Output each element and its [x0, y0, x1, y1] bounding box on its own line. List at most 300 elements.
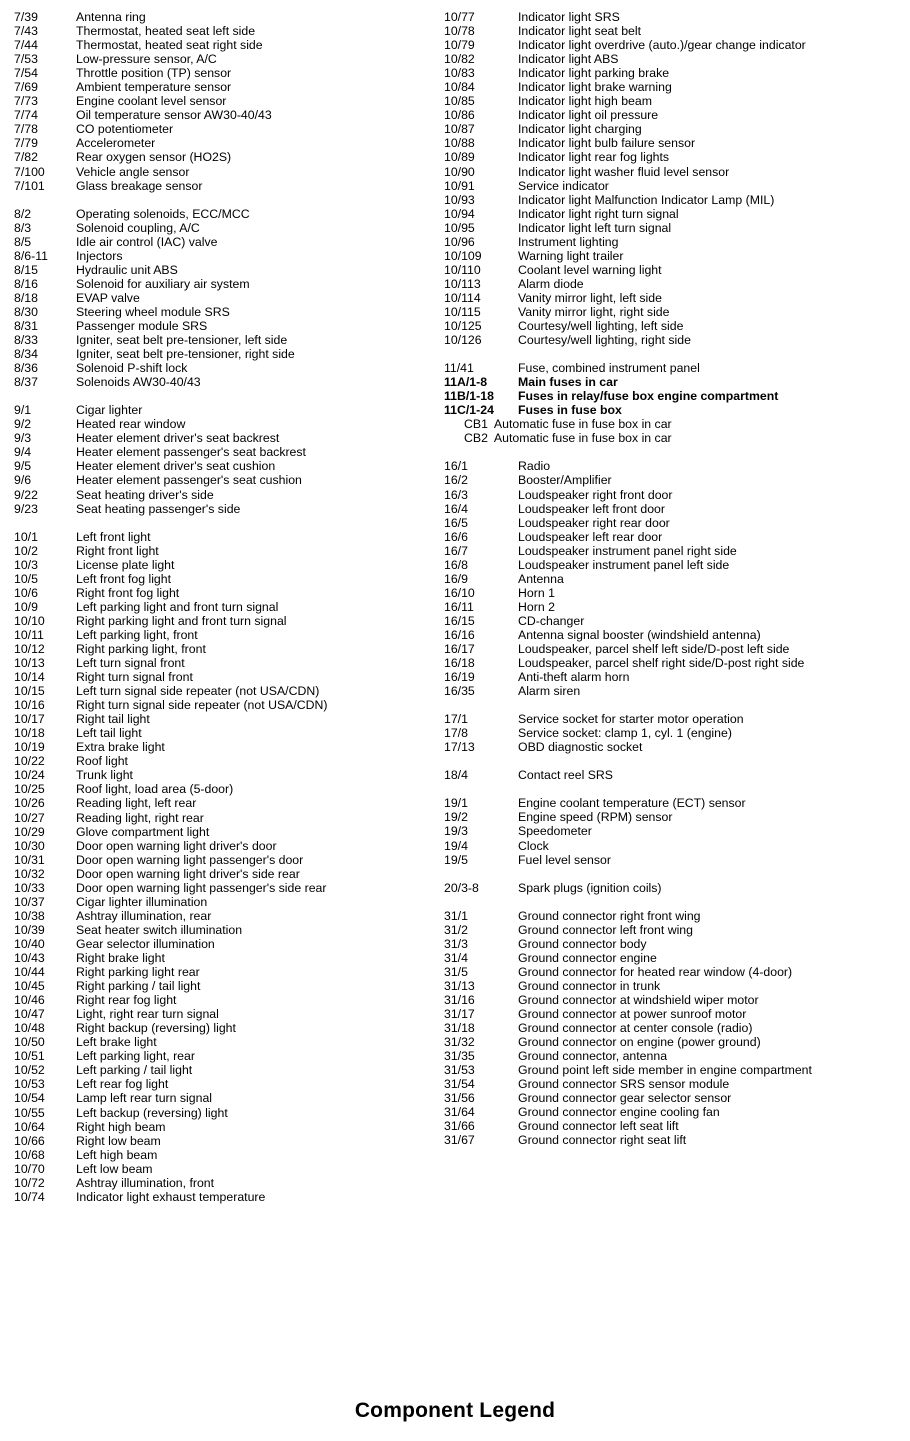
- legend-entry-code: 16/3: [444, 487, 468, 502]
- legend-entry-code: 10/1: [14, 529, 38, 544]
- legend-entry: [438, 544, 900, 558]
- legend-entry-code: 10/74: [14, 1189, 45, 1204]
- legend-entry-code: 10/125: [444, 319, 482, 334]
- legend-entry-description: Ground connector left front wing: [518, 922, 693, 937]
- legend-entry-code: 17/1: [444, 712, 468, 727]
- legend-entry-description: Roof light, load area (5-door): [76, 782, 234, 797]
- legend-entry: [8, 319, 438, 333]
- legend-entry: [8, 417, 438, 431]
- legend-entry: [438, 1007, 900, 1021]
- legend-entry-description: Fuses in relay/fuse box engine compartment: [518, 389, 779, 404]
- legend-entry: [8, 1134, 438, 1148]
- section-gap: [438, 867, 900, 881]
- legend-entry-description: Seat heating passenger's side: [76, 501, 241, 516]
- section-gap: [438, 347, 900, 361]
- legend-entry-code: 10/39: [14, 922, 45, 937]
- legend-entry-description: Automatic fuse in fuse box in car: [493, 431, 672, 446]
- legend-entry-code: 31/67: [444, 1133, 475, 1148]
- legend-entry-description: Trunk light: [76, 768, 133, 783]
- legend-entry-code: 10/91: [444, 178, 475, 193]
- legend-entry-code: 9/22: [14, 487, 38, 502]
- legend-entry: [438, 431, 900, 445]
- legend-entry: [8, 52, 438, 66]
- legend-entry: [438, 881, 900, 895]
- legend-entry-description: Antenna signal booster (windshield antenna): [518, 627, 761, 642]
- legend-entry: [8, 839, 438, 853]
- legend-entry: [8, 1162, 438, 1176]
- section-gap: [8, 193, 438, 207]
- legend-entry-description: Ground connector right front wing: [518, 908, 701, 923]
- legend-entry-code: 7/100: [14, 164, 45, 179]
- legend-entry-code: 10/50: [14, 1035, 45, 1050]
- legend-entry-code: 7/101: [14, 178, 45, 193]
- legend-entry-description: Right front light: [76, 543, 159, 558]
- legend-entry-code: 19/5: [444, 852, 468, 867]
- legend-entry-code: 10/5: [14, 571, 38, 586]
- legend-entry-description: Right turn signal side repeater (not USA/CDN): [76, 698, 328, 713]
- legend-entry-description: Indicator light washer fluid level sensor: [518, 164, 730, 179]
- legend-entry-description: Ground connector in trunk: [518, 978, 661, 993]
- legend-entry: [8, 993, 438, 1007]
- legend-entry-code: 11/41: [444, 361, 474, 376]
- legend-entry: [438, 1105, 900, 1119]
- legend-entry-code: 10/126: [444, 333, 482, 348]
- legend-entry-description: Igniter, seat belt pre-tensioner, right side: [76, 347, 295, 362]
- legend-entry-code: 10/22: [14, 754, 45, 769]
- legend-entry-description: Glass breakage sensor: [76, 178, 203, 193]
- legend-entry: [8, 530, 438, 544]
- legend-entry-description: Throttle position (TP) sensor: [76, 66, 232, 81]
- legend-entry-description: CD-changer: [518, 613, 585, 628]
- legend-entry: [438, 712, 900, 726]
- legend-entry-code: 31/4: [444, 950, 468, 965]
- legend-entry-description: Low-pressure sensor, A/C: [76, 52, 217, 67]
- legend-entry-code: 31/54: [444, 1077, 475, 1092]
- legend-entry: [8, 909, 438, 923]
- legend-entry-description: Courtesy/well lighting, left side: [518, 319, 684, 334]
- legend-entry-code: 8/15: [14, 262, 38, 277]
- legend-entry-description: Hydraulic unit ABS: [76, 262, 178, 277]
- legend-entry: [438, 361, 900, 375]
- legend-entry-code: 31/35: [444, 1049, 475, 1064]
- legend-entry-description: Right brake light: [76, 951, 165, 965]
- legend-entry-description: Indicator light rear fog lights: [518, 150, 670, 165]
- legend-entry: [8, 136, 438, 150]
- legend-entry-description: Thermostat, heated seat left side: [76, 24, 256, 39]
- legend-entry-description: Right high beam: [76, 1119, 166, 1134]
- legend-entry: [8, 768, 438, 782]
- legend-entry-description: Right backup (reversing) light: [76, 1021, 236, 1036]
- section-gap: [438, 782, 900, 796]
- legend-entry-description: Ashtray illumination, front: [76, 1175, 215, 1190]
- legend-entry-code: 10/30: [14, 838, 45, 853]
- legend-entry-code: 10/43: [14, 951, 45, 965]
- legend-entry: [8, 445, 438, 459]
- legend-entry: [438, 502, 900, 516]
- legend-entry-code: 18/4: [444, 768, 468, 783]
- legend-entry-description: Indicator light brake warning: [518, 80, 672, 95]
- legend-entry: [8, 614, 438, 628]
- legend-entry-code: 16/8: [444, 557, 468, 572]
- legend-entry-code: 10/55: [14, 1105, 45, 1120]
- legend-entry-code: 31/16: [444, 992, 475, 1007]
- legend-entry: [438, 207, 900, 221]
- legend-entry: [438, 656, 900, 670]
- legend-entry-description: EVAP valve: [76, 290, 140, 305]
- legend-entry-code: 7/78: [14, 122, 38, 137]
- legend-entry: [438, 122, 900, 136]
- legend-entry-description: Injectors: [76, 248, 123, 263]
- legend-entry: [438, 488, 900, 502]
- legend-entry: [8, 375, 438, 389]
- legend-entry-description: Ground connector at center console (radio): [518, 1021, 753, 1036]
- legend-entry-code: 16/7: [444, 543, 468, 558]
- legend-entry-code: 16/9: [444, 571, 468, 586]
- legend-entry: [8, 1106, 438, 1120]
- legend-entry-description: Ground connector at windshield wiper motor: [518, 992, 759, 1007]
- legend-entry-description: Ambient temperature sensor: [76, 80, 232, 95]
- legend-entry: [438, 193, 900, 207]
- legend-entry: [8, 853, 438, 867]
- section-gap: [8, 389, 438, 403]
- legend-entry-description: Loudspeaker left front door: [518, 501, 665, 516]
- page-title: Component Legend: [354, 1399, 556, 1422]
- legend-entry-code: 10/53: [14, 1077, 45, 1092]
- legend-entry: [8, 488, 438, 502]
- legend-entry: [438, 235, 900, 249]
- legend-entry-description: Light, right rear turn signal: [76, 1007, 219, 1022]
- legend-entry-code: 10/87: [444, 122, 475, 137]
- legend-entry: [438, 277, 900, 291]
- legend-entry-description: Left low beam: [76, 1161, 153, 1176]
- legend-entry: [438, 263, 900, 277]
- legend-entry: [438, 951, 900, 965]
- legend-entry-description: CO potentiometer: [76, 122, 174, 137]
- legend-entry-code: 7/54: [14, 66, 38, 81]
- legend-entry-description: Heated rear window: [76, 417, 186, 432]
- legend-entry-description: Ground connector body: [518, 936, 647, 951]
- legend-entry: [438, 558, 900, 572]
- legend-entry: [8, 24, 438, 38]
- legend-entry: [438, 516, 900, 530]
- legend-entry: [438, 824, 900, 838]
- legend-entry-description: Main fuses in car: [518, 375, 618, 390]
- legend-entry-description: Ground connector engine cooling fan: [518, 1105, 720, 1120]
- legend-entry: [438, 572, 900, 586]
- legend-entry: [438, 684, 900, 698]
- legend-entry-description: Reading light, right rear: [76, 810, 204, 825]
- legend-entry-code: 10/95: [444, 220, 475, 235]
- legend-entry-code: 9/2: [14, 417, 32, 432]
- legend-entry-code: 10/88: [444, 136, 475, 151]
- legend-entry-description: Right low beam: [76, 1133, 161, 1148]
- legend-entry-code: 8/6-11: [14, 248, 48, 263]
- legend-entry-code: 8/30: [14, 304, 38, 319]
- legend-entry-description: Heater element passenger's seat cushion: [76, 473, 302, 488]
- legend-entry: [8, 459, 438, 473]
- legend-entry: [8, 207, 438, 221]
- legend-entry-code: 31/5: [444, 964, 468, 979]
- legend-entry-code: 8/18: [14, 290, 38, 305]
- legend-entry-description: Ground connector gear selector sensor: [518, 1091, 732, 1106]
- legend-entry: [8, 881, 438, 895]
- legend-entry: [438, 305, 900, 319]
- legend-entry-description: Thermostat, heated seat right side: [76, 38, 263, 53]
- legend-entry-description: Seat heating driver's side: [76, 487, 214, 502]
- legend-entry-description: Ground point left side member in engine compartment: [518, 1063, 812, 1078]
- legend-entry: [8, 656, 438, 670]
- legend-entry-description: Fuel level sensor: [518, 852, 611, 867]
- legend-entry-description: Loudspeaker right front door: [518, 487, 673, 502]
- legend-entry-description: Indicator light bulb failure sensor: [518, 136, 696, 151]
- legend-entry-code: 10/51: [14, 1049, 45, 1064]
- legend-entry-description: Igniter, seat belt pre-tensioner, left side: [76, 333, 288, 348]
- legend-entry-code: 10/82: [444, 52, 475, 67]
- legend-entry-code: 10/45: [14, 979, 45, 994]
- legend-entry: [438, 403, 900, 417]
- legend-entry-code: 10/25: [14, 782, 45, 797]
- legend-entry-code: 7/43: [14, 24, 38, 39]
- legend-entry: [8, 249, 438, 263]
- legend-entry-description: Alarm siren: [518, 684, 581, 699]
- legend-entry-description: Instrument lighting: [518, 234, 619, 249]
- legend-entry-description: Cigar lighter: [76, 403, 143, 418]
- legend-entry-code: 8/3: [14, 220, 32, 235]
- legend-entry-code: 10/86: [444, 108, 475, 123]
- legend-entry: [438, 319, 900, 333]
- legend-entry-code: 10/52: [14, 1063, 45, 1078]
- legend-entry: [438, 1077, 900, 1091]
- legend-entry-description: Idle air control (IAC) valve: [76, 234, 218, 249]
- legend-entry-code: 10/31: [14, 852, 45, 867]
- legend-entry: [8, 1049, 438, 1063]
- legend-entry: [438, 628, 900, 642]
- legend-entry-description: Right tail light: [76, 712, 150, 727]
- legend-entry-description: Radio: [518, 459, 551, 474]
- legend-entry-code: 10/15: [14, 684, 45, 699]
- legend-entry-description: Indicator light seat belt: [518, 24, 642, 39]
- legend-entry-description: Indicator light SRS: [518, 10, 620, 24]
- legend-entry-description: Door open warning light driver's side rear: [76, 866, 300, 881]
- legend-entry-code: 10/85: [444, 94, 475, 109]
- legend-entry-description: Indicator light overdrive (auto.)/gear change indicator: [518, 38, 806, 53]
- legend-entry-code: 10/16: [14, 698, 45, 713]
- legend-entry-description: Booster/Amplifier: [518, 473, 612, 488]
- legend-entry-code: 7/53: [14, 52, 38, 67]
- legend-entry-description: Gear selector illumination: [76, 936, 215, 951]
- legend-entry: [8, 628, 438, 642]
- legend-entry: [438, 740, 900, 754]
- legend-entry-description: Ashtray illumination, rear: [76, 908, 212, 923]
- legend-entry-description: Accelerometer: [76, 136, 156, 151]
- legend-entry: [438, 66, 900, 80]
- legend-entry-description: Antenna ring: [76, 10, 146, 24]
- legend-entry-description: Right front fog light: [76, 585, 180, 600]
- legend-entry-code: 7/82: [14, 150, 38, 165]
- legend-entry-description: Left parking light and front turn signal: [76, 599, 279, 614]
- legend-entry-code: 19/4: [444, 838, 468, 853]
- legend-entry-code: 10/47: [14, 1007, 45, 1022]
- legend-entry-code: 10/70: [14, 1161, 45, 1176]
- legend-entry-description: Left tail light: [76, 726, 142, 741]
- legend-entry-description: Heater element driver's seat backrest: [76, 431, 280, 446]
- legend-entry: [8, 403, 438, 417]
- legend-entry: [8, 1063, 438, 1077]
- legend-entry-code: 31/32: [444, 1035, 475, 1050]
- legend-entry: [8, 94, 438, 108]
- legend-entry-description: Ground connector left seat lift: [518, 1119, 679, 1134]
- legend-entry-description: Indicator light exhaust temperature: [76, 1189, 266, 1204]
- legend-entry: [8, 473, 438, 487]
- legend-entry-description: Vanity mirror light, right side: [518, 304, 670, 319]
- legend-entry-description: Left backup (reversing) light: [76, 1105, 228, 1120]
- legend-entry-code: 8/36: [14, 361, 38, 376]
- legend-entry-description: Left front light: [76, 529, 151, 544]
- legend-entry: [8, 333, 438, 347]
- legend-entry: [8, 221, 438, 235]
- legend-entry-code: 16/17: [444, 642, 475, 657]
- legend-entry: [438, 1035, 900, 1049]
- legend-entry-description: Right parking light and front turn signal: [76, 613, 287, 628]
- legend-entry-code: 31/13: [444, 978, 475, 993]
- legend-entry: [8, 825, 438, 839]
- legend-entry: [8, 937, 438, 951]
- legend-entry: [8, 1007, 438, 1021]
- section-gap: [438, 754, 900, 768]
- legend-entry: [8, 712, 438, 726]
- legend-entry-description: Right rear fog light: [76, 993, 177, 1008]
- legend-entry-code: 10/40: [14, 936, 45, 951]
- legend-column-right: [438, 10, 900, 1147]
- legend-entry-code: 7/44: [14, 38, 38, 53]
- legend-entry-description: Left parking light, rear: [76, 1049, 195, 1064]
- legend-entry-code: 9/5: [14, 459, 32, 474]
- legend-entry: [8, 895, 438, 909]
- legend-entry: [8, 1190, 438, 1204]
- legend-entry-code: 10/2: [14, 543, 38, 558]
- legend-entry: [438, 291, 900, 305]
- legend-entry-code: 10/113: [444, 276, 481, 291]
- legend-entry-code: 10/94: [444, 206, 475, 221]
- legend-entry-code: 10/90: [444, 164, 475, 179]
- legend-entry-code: 31/3: [444, 936, 468, 951]
- legend-entry: [8, 291, 438, 305]
- legend-entry-code: 10/66: [14, 1133, 45, 1148]
- legend-entry-code: 16/5: [444, 515, 468, 530]
- legend-entry: [438, 165, 900, 179]
- legend-entry-code: 10/48: [14, 1021, 45, 1036]
- legend-entry: [438, 530, 900, 544]
- legend-entry-description: Loudspeaker right rear door: [518, 515, 670, 530]
- legend-entry: [438, 179, 900, 193]
- section-gap: [438, 698, 900, 712]
- section-gap: [438, 895, 900, 909]
- legend-entry-description: Roof light: [76, 754, 128, 769]
- legend-entry-description: Loudspeaker, parcel shelf right side/D-post right side: [518, 656, 805, 671]
- legend-entry: [8, 544, 438, 558]
- legend-entry-code: 10/10: [14, 613, 45, 628]
- legend-entry-code: 10/11: [14, 627, 44, 642]
- legend-entry: [8, 1091, 438, 1105]
- legend-entry: [438, 600, 900, 614]
- legend-entry: [438, 1091, 900, 1105]
- legend-entry-code: 16/6: [444, 529, 468, 544]
- legend-entry-description: Heater element driver's seat cushion: [76, 459, 276, 474]
- legend-entry: [438, 80, 900, 94]
- legend-entry: [8, 726, 438, 740]
- legend-entry: [438, 768, 900, 782]
- legend-entry-code: 17/8: [444, 726, 468, 741]
- legend-entry-code: 19/1: [444, 796, 468, 811]
- legend-entry-description: Left rear fog light: [76, 1077, 169, 1092]
- legend-entry: [8, 80, 438, 94]
- legend-entry-description: Indicator light ABS: [518, 52, 619, 67]
- legend-entry-code: 10/79: [444, 38, 475, 53]
- legend-entry-description: Left high beam: [76, 1147, 158, 1162]
- legend-entry: [438, 1063, 900, 1077]
- legend-entry-code: 31/2: [444, 922, 468, 937]
- legend-entry: [438, 642, 900, 656]
- legend-entry-code: 8/5: [14, 234, 32, 249]
- legend-entry-description: Solenoid P-shift lock: [76, 361, 188, 376]
- legend-entry-code: 8/34: [14, 347, 38, 362]
- legend-entry-code: 16/11: [444, 599, 474, 614]
- legend-entry: [8, 263, 438, 277]
- legend-entry-description: Left brake light: [76, 1035, 157, 1050]
- legend-entry-description: Operating solenoids, ECC/MCC: [76, 206, 250, 221]
- legend-entry-description: Antenna: [518, 571, 564, 586]
- legend-entry-description: Service socket: clamp 1, cyl. 1 (engine): [518, 726, 732, 741]
- legend-entry-code: 17/13: [444, 740, 475, 755]
- legend-entry-description: Ground connector on engine (power ground): [518, 1035, 761, 1050]
- legend-entry: [8, 684, 438, 698]
- legend-entry-description: Ground connector engine: [518, 950, 657, 965]
- legend-entry-description: Lamp left rear turn signal: [76, 1091, 213, 1106]
- legend-entry: [8, 150, 438, 164]
- legend-entry-description: Rear oxygen sensor (HO2S): [76, 150, 232, 165]
- legend-entry-code: 10/83: [444, 66, 475, 81]
- legend-entry-code: 10/109: [444, 248, 482, 263]
- legend-entry-code: 31/56: [444, 1091, 475, 1106]
- legend-entry-description: Loudspeaker left rear door: [518, 529, 663, 544]
- legend-entry-code: 10/26: [14, 796, 45, 811]
- legend-entry-code: 10/14: [14, 670, 45, 685]
- legend-entry-description: Automatic fuse in fuse box in car: [493, 417, 672, 432]
- legend-entry-description: Heater element passenger's seat backrest: [76, 445, 306, 460]
- legend-entry-description: Indicator light oil pressure: [518, 108, 659, 123]
- legend-entry: [438, 923, 900, 937]
- legend-entry-code: 31/64: [444, 1105, 475, 1120]
- legend-entry: [8, 586, 438, 600]
- legend-entry: [8, 66, 438, 80]
- legend-entry-description: Left front fog light: [76, 571, 172, 586]
- legend-entry-code: 10/37: [14, 894, 45, 909]
- legend-entry-description: Courtesy/well lighting, right side: [518, 333, 691, 348]
- legend-entry: [8, 979, 438, 993]
- legend-entry-description: Right parking / tail light: [76, 979, 201, 994]
- legend-entry: [8, 1035, 438, 1049]
- legend-entry-description: Indicator light right turn signal: [518, 206, 679, 221]
- legend-entry-code: 10/24: [14, 768, 45, 783]
- legend-entry-description: Ground connector right seat lift: [518, 1133, 687, 1148]
- legend-entry-description: Clock: [518, 838, 549, 853]
- legend-entry-description: Solenoid coupling, A/C: [76, 220, 200, 235]
- legend-entry-description: Horn 1: [518, 585, 555, 600]
- legend-entry-code: 10/18: [14, 726, 45, 741]
- legend-entry-description: Cigar lighter illumination: [76, 894, 208, 909]
- legend-entry: [8, 782, 438, 796]
- legend-column-left: [8, 10, 438, 1204]
